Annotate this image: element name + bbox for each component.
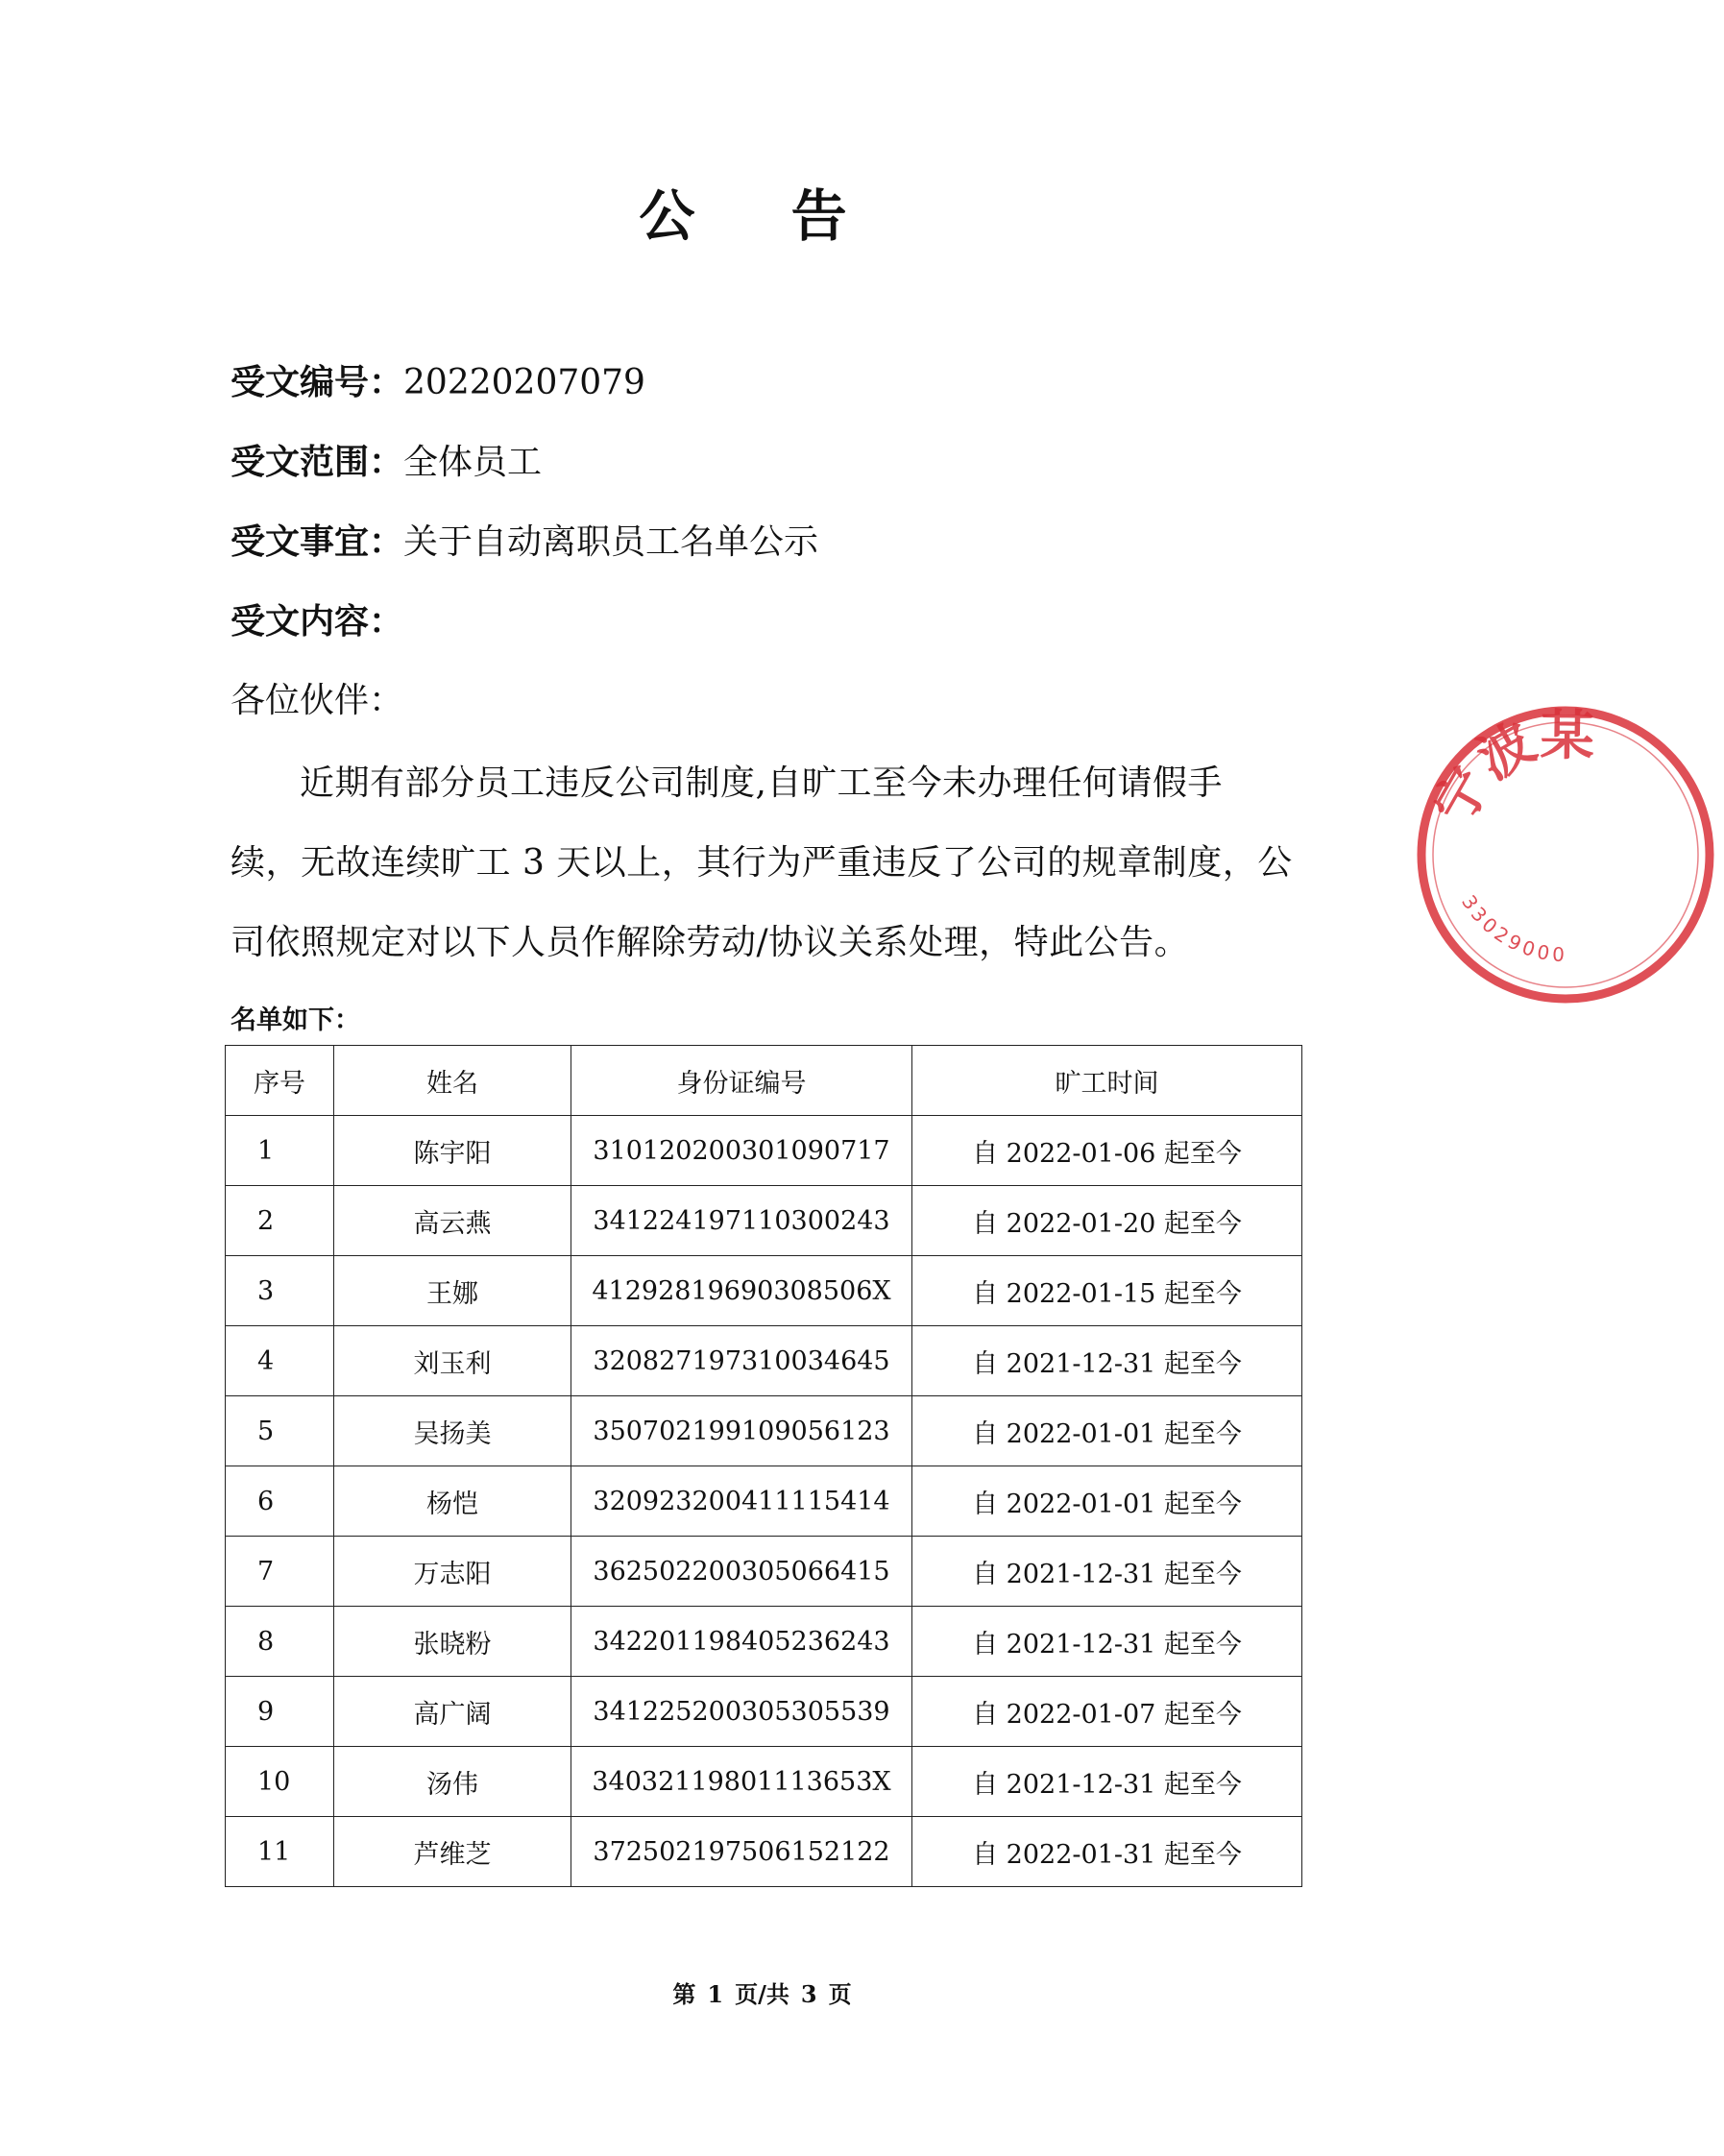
- cell-seq: 5: [226, 1396, 334, 1466]
- meta-doc-number-value: 20220207079: [403, 363, 645, 402]
- cell-name: 刘玉利: [334, 1326, 571, 1396]
- cell-seq: 9: [226, 1677, 334, 1747]
- svg-text:宁波某: [1421, 704, 1595, 836]
- footer-suffix: 页: [828, 1980, 852, 2008]
- cell-absence-time: 自 2022-01-31 起至今: [912, 1817, 1302, 1887]
- cell-seq: 10: [226, 1747, 334, 1817]
- body-line-1: [231, 743, 1295, 823]
- cell-name: 高广阔: [334, 1677, 571, 1747]
- table-row: [226, 1747, 1302, 1817]
- cell-absence-time: 自 2022-01-01 起至今: [912, 1466, 1302, 1537]
- list-label: 名单如下：: [231, 1005, 360, 1035]
- table-row: [226, 1186, 1302, 1256]
- meta-scope-value: 全体员工: [403, 443, 543, 482]
- cell-absence-time: 自 2021-12-31 起至今: [912, 1326, 1302, 1396]
- stamp-text: 宁波某: [1420, 703, 1595, 836]
- cell-name: 杨恺: [334, 1466, 571, 1537]
- cell-name: 陈宇阳: [334, 1116, 571, 1186]
- cell-seq: 8: [226, 1607, 334, 1677]
- cell-id-number: 34032119801113653X: [571, 1747, 912, 1817]
- footer-page-number: 1: [707, 1980, 724, 2008]
- body-paragraph: [231, 743, 1295, 982]
- cell-id-number: 341225200305305539: [571, 1677, 912, 1747]
- cell-id-number: 41292819690308506X: [571, 1256, 912, 1326]
- cell-absence-time: 自 2021-12-31 起至今: [912, 1607, 1302, 1677]
- cell-id-number: 362502200305066415: [571, 1537, 912, 1607]
- meta-content: [231, 601, 404, 642]
- cell-id-number: 350702199109056123: [571, 1396, 912, 1466]
- dismissal-table: [225, 1045, 1302, 1887]
- body-line-1-text: 近期有部分员工违反公司制度,自旷工至今未办理任何请假手: [300, 763, 1223, 803]
- table-row: [226, 1256, 1302, 1326]
- footer-total-pages: 3: [800, 1980, 817, 2008]
- cell-id-number: 341224197110300243: [571, 1186, 912, 1256]
- cell-absence-time: 自 2021-12-31 起至今: [912, 1747, 1302, 1817]
- cell-seq: 4: [226, 1326, 334, 1396]
- cell-id-number: 320923200411115414: [571, 1466, 912, 1537]
- meta-subject-value: 关于自动离职员工名单公示: [403, 522, 819, 562]
- footer-prefix: 第: [672, 1980, 696, 2008]
- table-row: [226, 1677, 1302, 1747]
- cell-name: 高云燕: [334, 1186, 571, 1256]
- cell-absence-time: 自 2022-01-20 起至今: [912, 1186, 1302, 1256]
- cell-name: 芦维芝: [334, 1817, 571, 1887]
- cell-absence-time: 自 2022-01-01 起至今: [912, 1396, 1302, 1466]
- cell-name: 万志阳: [334, 1537, 571, 1607]
- cell-seq: 11: [226, 1817, 334, 1887]
- cell-seq: 1: [226, 1116, 334, 1186]
- meta-scope-label: 受文范围：: [231, 442, 404, 482]
- greeting: [231, 681, 404, 720]
- cell-id-number: 372502197506152122: [571, 1817, 912, 1887]
- table-row: [226, 1607, 1302, 1677]
- cell-absence-time: 自 2022-01-15 起至今: [912, 1256, 1302, 1326]
- cell-name: 汤伟: [334, 1747, 571, 1817]
- cell-absence-time: 自 2022-01-07 起至今: [912, 1677, 1302, 1747]
- svg-text:33029000: [1457, 891, 1568, 967]
- cell-seq: 2: [226, 1186, 334, 1256]
- table-row: [226, 1116, 1302, 1186]
- company-seal-stamp: [1407, 696, 1724, 1013]
- meta-subject: [231, 521, 819, 562]
- header-name: 姓名: [334, 1046, 571, 1116]
- page-footer: [0, 1975, 1524, 2009]
- footer-middle: 页/共: [735, 1980, 789, 2008]
- meta-subject-label: 受文事宜：: [231, 521, 404, 562]
- cell-absence-time: 自 2021-12-31 起至今: [912, 1537, 1302, 1607]
- cell-id-number: 320827197310034645: [571, 1326, 912, 1396]
- cell-name: 吴扬美: [334, 1396, 571, 1466]
- cell-seq: 3: [226, 1256, 334, 1326]
- header-id-number: 身份证编号: [571, 1046, 912, 1116]
- table-row: [226, 1466, 1302, 1537]
- cell-seq: 7: [226, 1537, 334, 1607]
- meta-content-label: 受文内容：: [231, 601, 404, 642]
- table-row: [226, 1537, 1302, 1607]
- table-header-row: [226, 1046, 1302, 1116]
- greeting-text: 各位伙伴：: [231, 681, 404, 720]
- header-absence-time: 旷工时间: [912, 1046, 1302, 1116]
- cell-id-number: 342201198405236243: [571, 1607, 912, 1677]
- meta-doc-number: [231, 362, 645, 402]
- body-line-2: 续，无故连续旷工 3 天以上，其行为严重违反了公司的规章制度，公: [231, 843, 1293, 883]
- table-row: [226, 1817, 1302, 1887]
- meta-doc-number-label: 受文编号：: [231, 362, 404, 402]
- meta-scope: [231, 442, 543, 482]
- cell-name: 张晓粉: [334, 1607, 571, 1677]
- body-line-3: 司依照规定对以下人员作解除劳动/协议关系处理，特此公告。: [231, 923, 1190, 962]
- cell-absence-time: 自 2022-01-06 起至今: [912, 1116, 1302, 1186]
- table-row: [226, 1326, 1302, 1396]
- cell-seq: 6: [226, 1466, 334, 1537]
- table-row: [226, 1396, 1302, 1466]
- cell-id-number: 310120200301090717: [571, 1116, 912, 1186]
- document-title: 公 告: [639, 183, 886, 249]
- stamp-code: 33029000: [1457, 890, 1569, 967]
- cell-name: 王娜: [334, 1256, 571, 1326]
- header-seq: 序号: [226, 1046, 334, 1116]
